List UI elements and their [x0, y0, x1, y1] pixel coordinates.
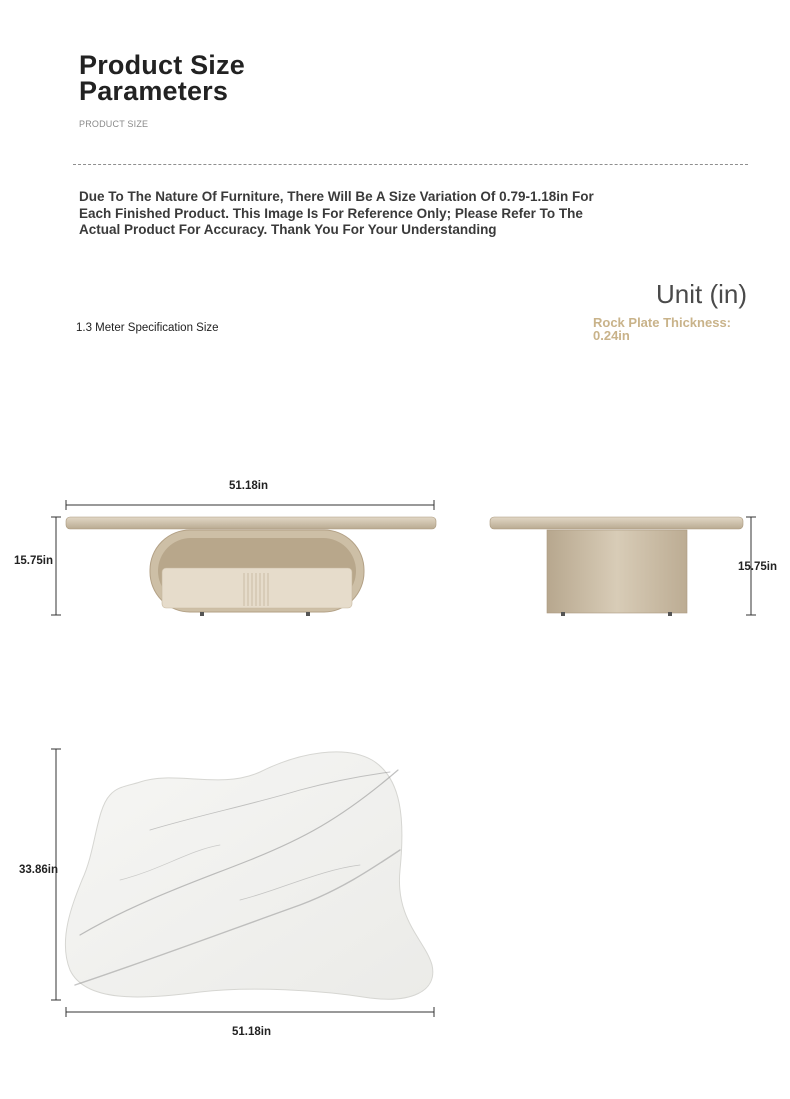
front-width-dimension-line [66, 500, 434, 510]
specification-size-label: 1.3 Meter Specification Size [76, 322, 219, 334]
title-line-2: Parameters [79, 76, 229, 106]
front-foot-right [306, 612, 310, 616]
rock-plate-thickness-value: 0.24in [593, 328, 630, 343]
top-depth-label: 33.86in [19, 864, 58, 876]
side-view-table [490, 517, 756, 616]
top-width-dimension-line [66, 1007, 434, 1017]
front-width-label: 51.18in [229, 480, 268, 492]
top-view-marble-tabletop [51, 749, 434, 1017]
front-drawer [162, 568, 352, 608]
title-line-1: Product Size [79, 50, 245, 80]
rock-plate-thickness-label: Rock Plate Thickness: [593, 315, 731, 330]
marble-top-shape [65, 752, 432, 999]
front-foot-left [200, 612, 204, 616]
drawer-handle-ribs [244, 573, 268, 606]
front-view-table [51, 500, 436, 616]
size-variation-notice: Due To The Nature Of Furniture, There Will Be A Size Variation Of 0.79-1.18in For Each Finished Product. This Image Is For Reference Only; Please Refer To The Actual Product For Accuracy. Thank You For Your Understanding [79, 189, 594, 237]
front-height-label: 15.75in [14, 555, 53, 567]
side-tabletop [490, 517, 743, 529]
unit-label: Unit (in) [655, 279, 747, 309]
page-subtitle: PRODUCT SIZE [79, 119, 149, 129]
side-foot-right [668, 612, 672, 616]
side-foot-left [561, 612, 565, 616]
front-tabletop [66, 517, 436, 529]
top-width-label: 51.18in [232, 1026, 271, 1038]
side-height-label: 15.75in [738, 561, 777, 573]
side-base [547, 530, 687, 613]
